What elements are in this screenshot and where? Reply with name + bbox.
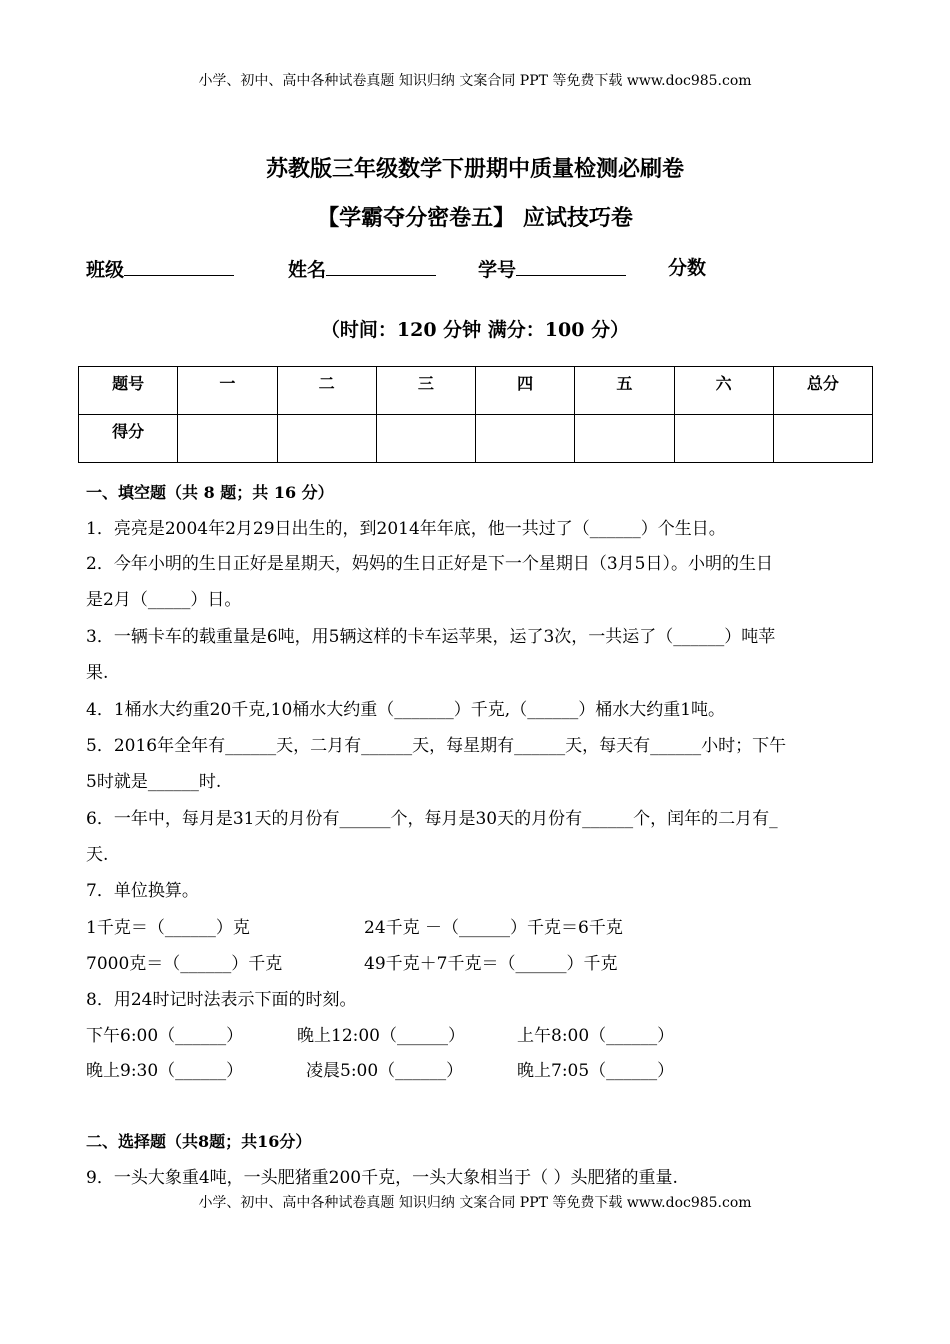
question-line: 4．1桶水大约重20千克,10桶水大约重（_______）千克,（______）桶水大约重1吨。 xyxy=(86,700,726,720)
question-line: 7．单位换算。 xyxy=(86,881,199,901)
table-row xyxy=(79,415,873,463)
number-label: 学号 xyxy=(478,259,517,281)
exam-subtitle: 【学霸夺分密卷五】 应试技巧卷 xyxy=(317,205,633,231)
page-footer: 小学、初中、高中各种试卷真题 知识归纳 文案合同 PPT 等免费下载 www.doc985.com xyxy=(198,1195,752,1211)
score-cell[interactable] xyxy=(277,415,376,463)
table-cell: 四 xyxy=(476,367,575,415)
question-line: 3．一辆卡车的载重量是6吨，用5辆这样的卡车运苹果，运了3次，一共运了（______）吨苹 xyxy=(86,627,776,647)
table-cell: 二 xyxy=(277,367,376,415)
score-cell[interactable] xyxy=(476,415,575,463)
info-number xyxy=(478,257,626,281)
table-cell: 总分 xyxy=(773,367,872,415)
info-name xyxy=(288,257,436,281)
table-cell: 得分 xyxy=(79,415,178,463)
class-label: 班级 xyxy=(86,259,125,281)
table-cell: 六 xyxy=(674,367,773,415)
score-cell[interactable] xyxy=(178,415,277,463)
question-line: 9．一头大象重4吨，一头肥猪重200千克，一头大象相当于（ ）头肥猪的重量. xyxy=(86,1168,678,1188)
table-cell: 五 xyxy=(575,367,674,415)
time-item: 下午6:00（______） xyxy=(86,1026,244,1046)
name-label: 姓名 xyxy=(288,259,327,281)
conversion-item: 49千克＋7千克＝（______）千克 xyxy=(364,954,618,974)
time-item: 晚上9:30（______） xyxy=(86,1061,244,1081)
table-cell: 三 xyxy=(376,367,475,415)
score-cell[interactable] xyxy=(575,415,674,463)
exam-title: 苏教版三年级数学下册期中质量检测必刷卷 xyxy=(265,156,684,182)
question-line: 5．2016年全年有______天，二月有______天，每星期有______天，每天有______小时；下午 xyxy=(86,736,787,756)
question-line: 8．用24时记时法表示下面的时刻。 xyxy=(86,990,357,1010)
question-line: 天. xyxy=(86,845,109,865)
time-item: 上午8:00（______） xyxy=(517,1026,675,1046)
section2-title: 二、选择题（共8题；共16分） xyxy=(86,1132,312,1151)
table-header-row xyxy=(79,367,873,415)
score-cell[interactable] xyxy=(376,415,475,463)
conversion-item: 7000克＝（______）千克 xyxy=(86,954,283,974)
question-line: 是2月（_____）日。 xyxy=(86,590,242,610)
info-class xyxy=(86,257,234,281)
section1-title: 一、填空题（共 8 题；共 16 分） xyxy=(86,483,334,502)
time-item: 凌晨5:00（______） xyxy=(306,1061,464,1081)
page-header: 小学、初中、高中各种试卷真题 知识归纳 文案合同 PPT 等免费下载 www.doc985.com xyxy=(198,73,752,89)
score-table xyxy=(78,366,873,463)
question-line: 5时就是______时. xyxy=(86,772,222,792)
conversion-item: 1千克＝（______）克 xyxy=(86,918,250,938)
number-field[interactable] xyxy=(516,257,626,276)
question-line: 果. xyxy=(86,663,109,683)
question-line: 1．亮亮是2004年2月29日出生的，到2014年年底，他一共过了（______）个生日。 xyxy=(86,519,726,539)
question-line: 6．一年中，每月是31天的月份有______个，每月是30天的月份有______个，闰年的二月有_ xyxy=(86,809,778,829)
table-cell: 题号 xyxy=(79,367,178,415)
score-cell[interactable] xyxy=(674,415,773,463)
question-line: 2．今年小明的生日正好是星期天，妈妈的生日正好是下一个星期日（3月5日）。小明的生日 xyxy=(86,554,773,574)
conversion-item: 24千克 －（______）千克＝6千克 xyxy=(364,918,623,938)
time-line: （时间：120 分钟 满分：100 分） xyxy=(320,319,630,341)
score-cell[interactable] xyxy=(773,415,872,463)
table-cell: 一 xyxy=(178,367,277,415)
name-field[interactable] xyxy=(326,257,436,276)
class-field[interactable] xyxy=(124,257,234,276)
time-item: 晚上12:00（______） xyxy=(297,1026,465,1046)
score-label: 分数 xyxy=(668,257,707,279)
time-item: 晚上7:05（______） xyxy=(517,1061,675,1081)
